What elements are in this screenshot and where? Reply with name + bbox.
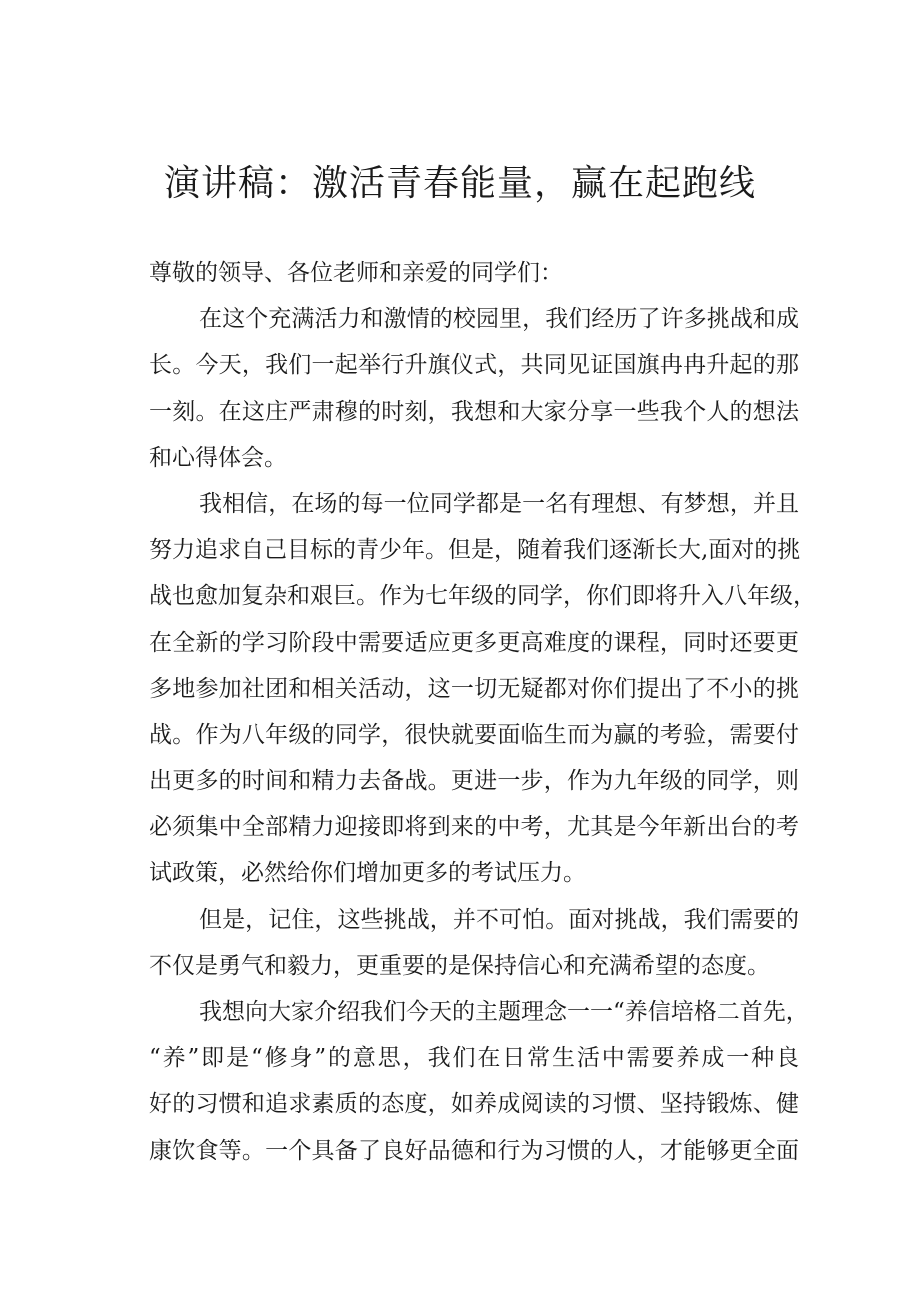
paragraph-line: 但是，记住，这些挑战，并不可怕。面对挑战，我们需要的 [199, 906, 799, 933]
paragraph-line: 努力追求自己目标的青少年。但是，随着我们逐渐长大,面对的挑 [149, 537, 801, 564]
paragraph-line: 必须集中全部精力迎接即将到来的中考，尤其是今年新出台的考 [149, 814, 799, 841]
paragraph-line: 我想向大家介绍我们今天的主题理念一一“养信培格二首先， [199, 999, 809, 1025]
paragraph-line: “养”即是“修身”的意思，我们在日常生活中需要养成一种良 [149, 1045, 799, 1072]
paragraph-line: 和心得体会。 [149, 444, 287, 471]
paragraph-line: 出更多的时间和精力去备战。更进一步，作为九年级的同学，则 [149, 768, 799, 795]
paragraph-line: 在这个充满活力和激情的校园里，我们经历了许多挑战和成 [199, 306, 799, 333]
paragraph-line: 战。作为八年级的同学，很快就要面临生而为赢的考验，需要付 [149, 721, 799, 748]
paragraph-line: 多地参加社团和相关活动，这一切无疑都对你们提出了不小的挑 [149, 675, 799, 702]
paragraph-line: 长。今天，我们一起举行升旗仪式，共同见证国旗冉冉升起的那 [149, 352, 799, 379]
salutation-line: 尊敬的领导、各位老师和亲爱的同学们： [149, 260, 563, 286]
document-body [149, 256, 816, 1180]
paragraph-line: 好的习惯和追求素质的态度，如养成阅读的习惯、坚持锻炼、健 [149, 1091, 799, 1118]
paragraph-line: 战也愈加复杂和艰巨。作为七年级的同学，你们即将升入八年级， [149, 583, 816, 610]
paragraph-line: 不仅是勇气和毅力，更重要的是保持信心和充满希望的态度。 [149, 952, 770, 979]
paragraph-line: 我相信，在场的每一位同学都是一名有理想、有梦想，并且 [199, 490, 799, 517]
document-title: 演讲稿：激活青春能量，赢在起跑线 [163, 163, 756, 204]
paragraph-line: 试政策，必然给你们增加更多的考试压力。 [149, 860, 586, 887]
paragraph-line: 一刻。在这庄严肃穆的时刻，我想和大家分享一些我个人的想法 [149, 398, 799, 425]
paragraph-line: 在全新的学习阶段中需要适应更多更高难度的课程，同时还要更 [149, 629, 799, 656]
paragraph-line: 康饮食等。一个具备了良好品德和行为习惯的人，才能够更全面 [149, 1137, 799, 1164]
